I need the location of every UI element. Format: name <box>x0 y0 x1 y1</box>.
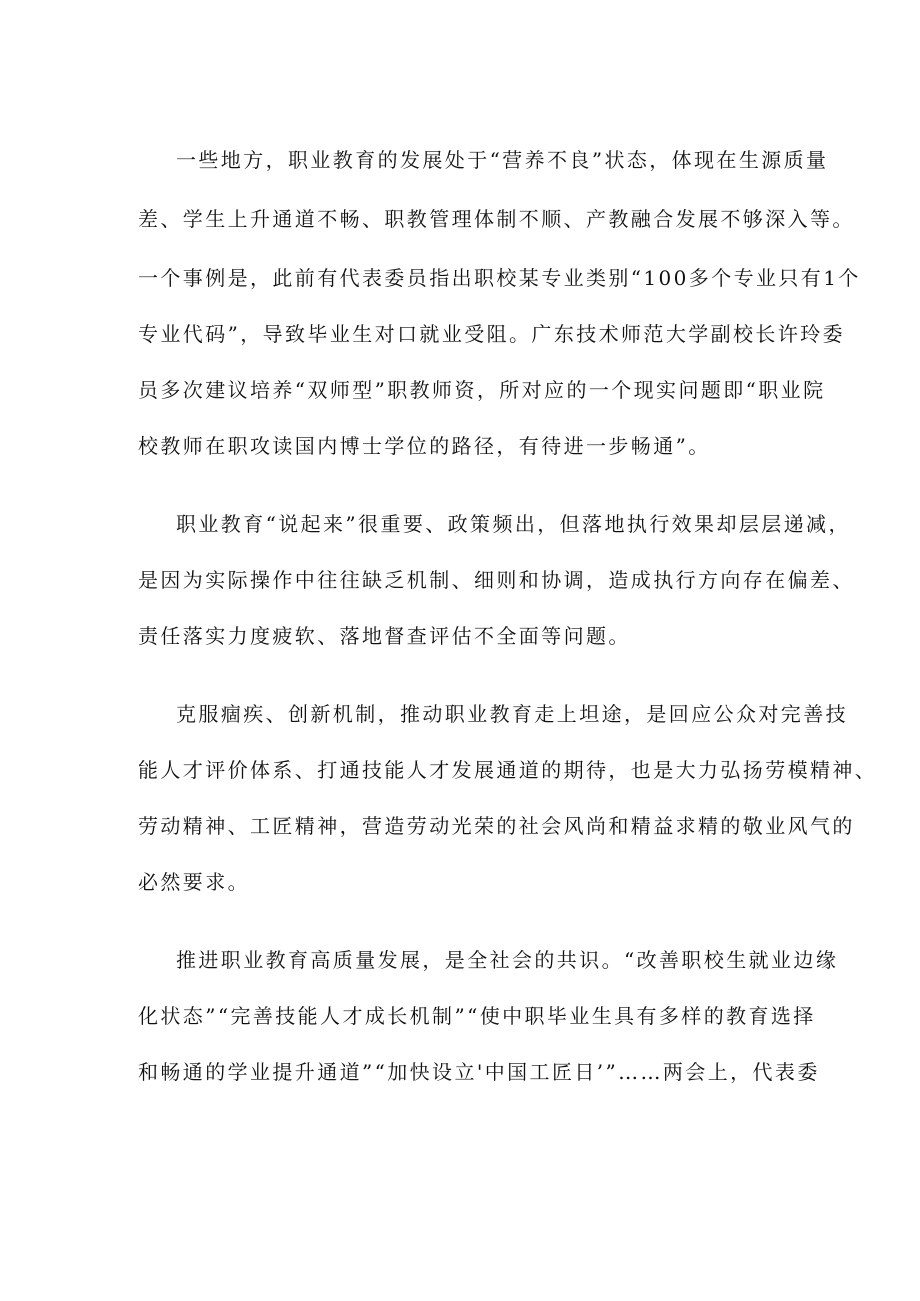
paragraph-line: 一些地方，职业教育的发展处于“营养不良”状态，体现在生源质量 <box>176 148 829 172</box>
paragraph-line: 是因为实际操作中往往缺乏机制、细则和协调，造成执行方向存在偏差、 <box>138 568 855 592</box>
paragraph-line: 员多次建议培养“双师型”职教师资，所对应的一个现实问题即“职业院 <box>138 378 826 402</box>
paragraph-line: 和畅通的学业提升通道”“加快设立'中国工匠日’”……两会上，代表委 <box>138 1060 820 1084</box>
paragraph-line: 能人才评价体系、打通技能人才发展通道的期待，也是大力弘扬劳模精神、 <box>138 758 878 782</box>
paragraph-line: 一个事例是，此前有代表委员指出职校某专业类别“100多个专业只有1个 <box>138 266 861 290</box>
paragraph-line: 差、学生上升通道不畅、职教管理体制不顺、产教融合发展不够深入等。 <box>138 207 855 231</box>
paragraph-line: 必然要求。 <box>138 870 250 894</box>
paragraph-line: 校教师在职攻读国内博士学位的路径，有待进一步畅通”。 <box>138 434 711 458</box>
paragraph-line: 劳动精神、工匠精神，营造劳动光荣的社会风尚和精益求精的敬业风气的 <box>138 814 855 838</box>
paragraph-line: 职业教育“说起来”很重要、政策频出，但落地执行效果却层层递减， <box>176 512 851 536</box>
paragraph-line: 克服痼疾、创新机制，推动职业教育走上坦途，是回应公众对完善技 <box>176 702 848 726</box>
paragraph-line: 推进职业教育高质量发展，是全社会的共识。“改善职校生就业边缘 <box>176 948 839 972</box>
paragraph-line: 化状态”“完善技能人才成长机制”“使中职毕业生具有多样的教育选择 <box>138 1004 816 1028</box>
paragraph-line: 责任落实力度疲软、落地督查评估不全面等问题。 <box>138 624 631 648</box>
paragraph-line: 专业代码”，导致毕业生对口就业受阻。广东技术师范大学副校长许玲委 <box>138 322 846 346</box>
